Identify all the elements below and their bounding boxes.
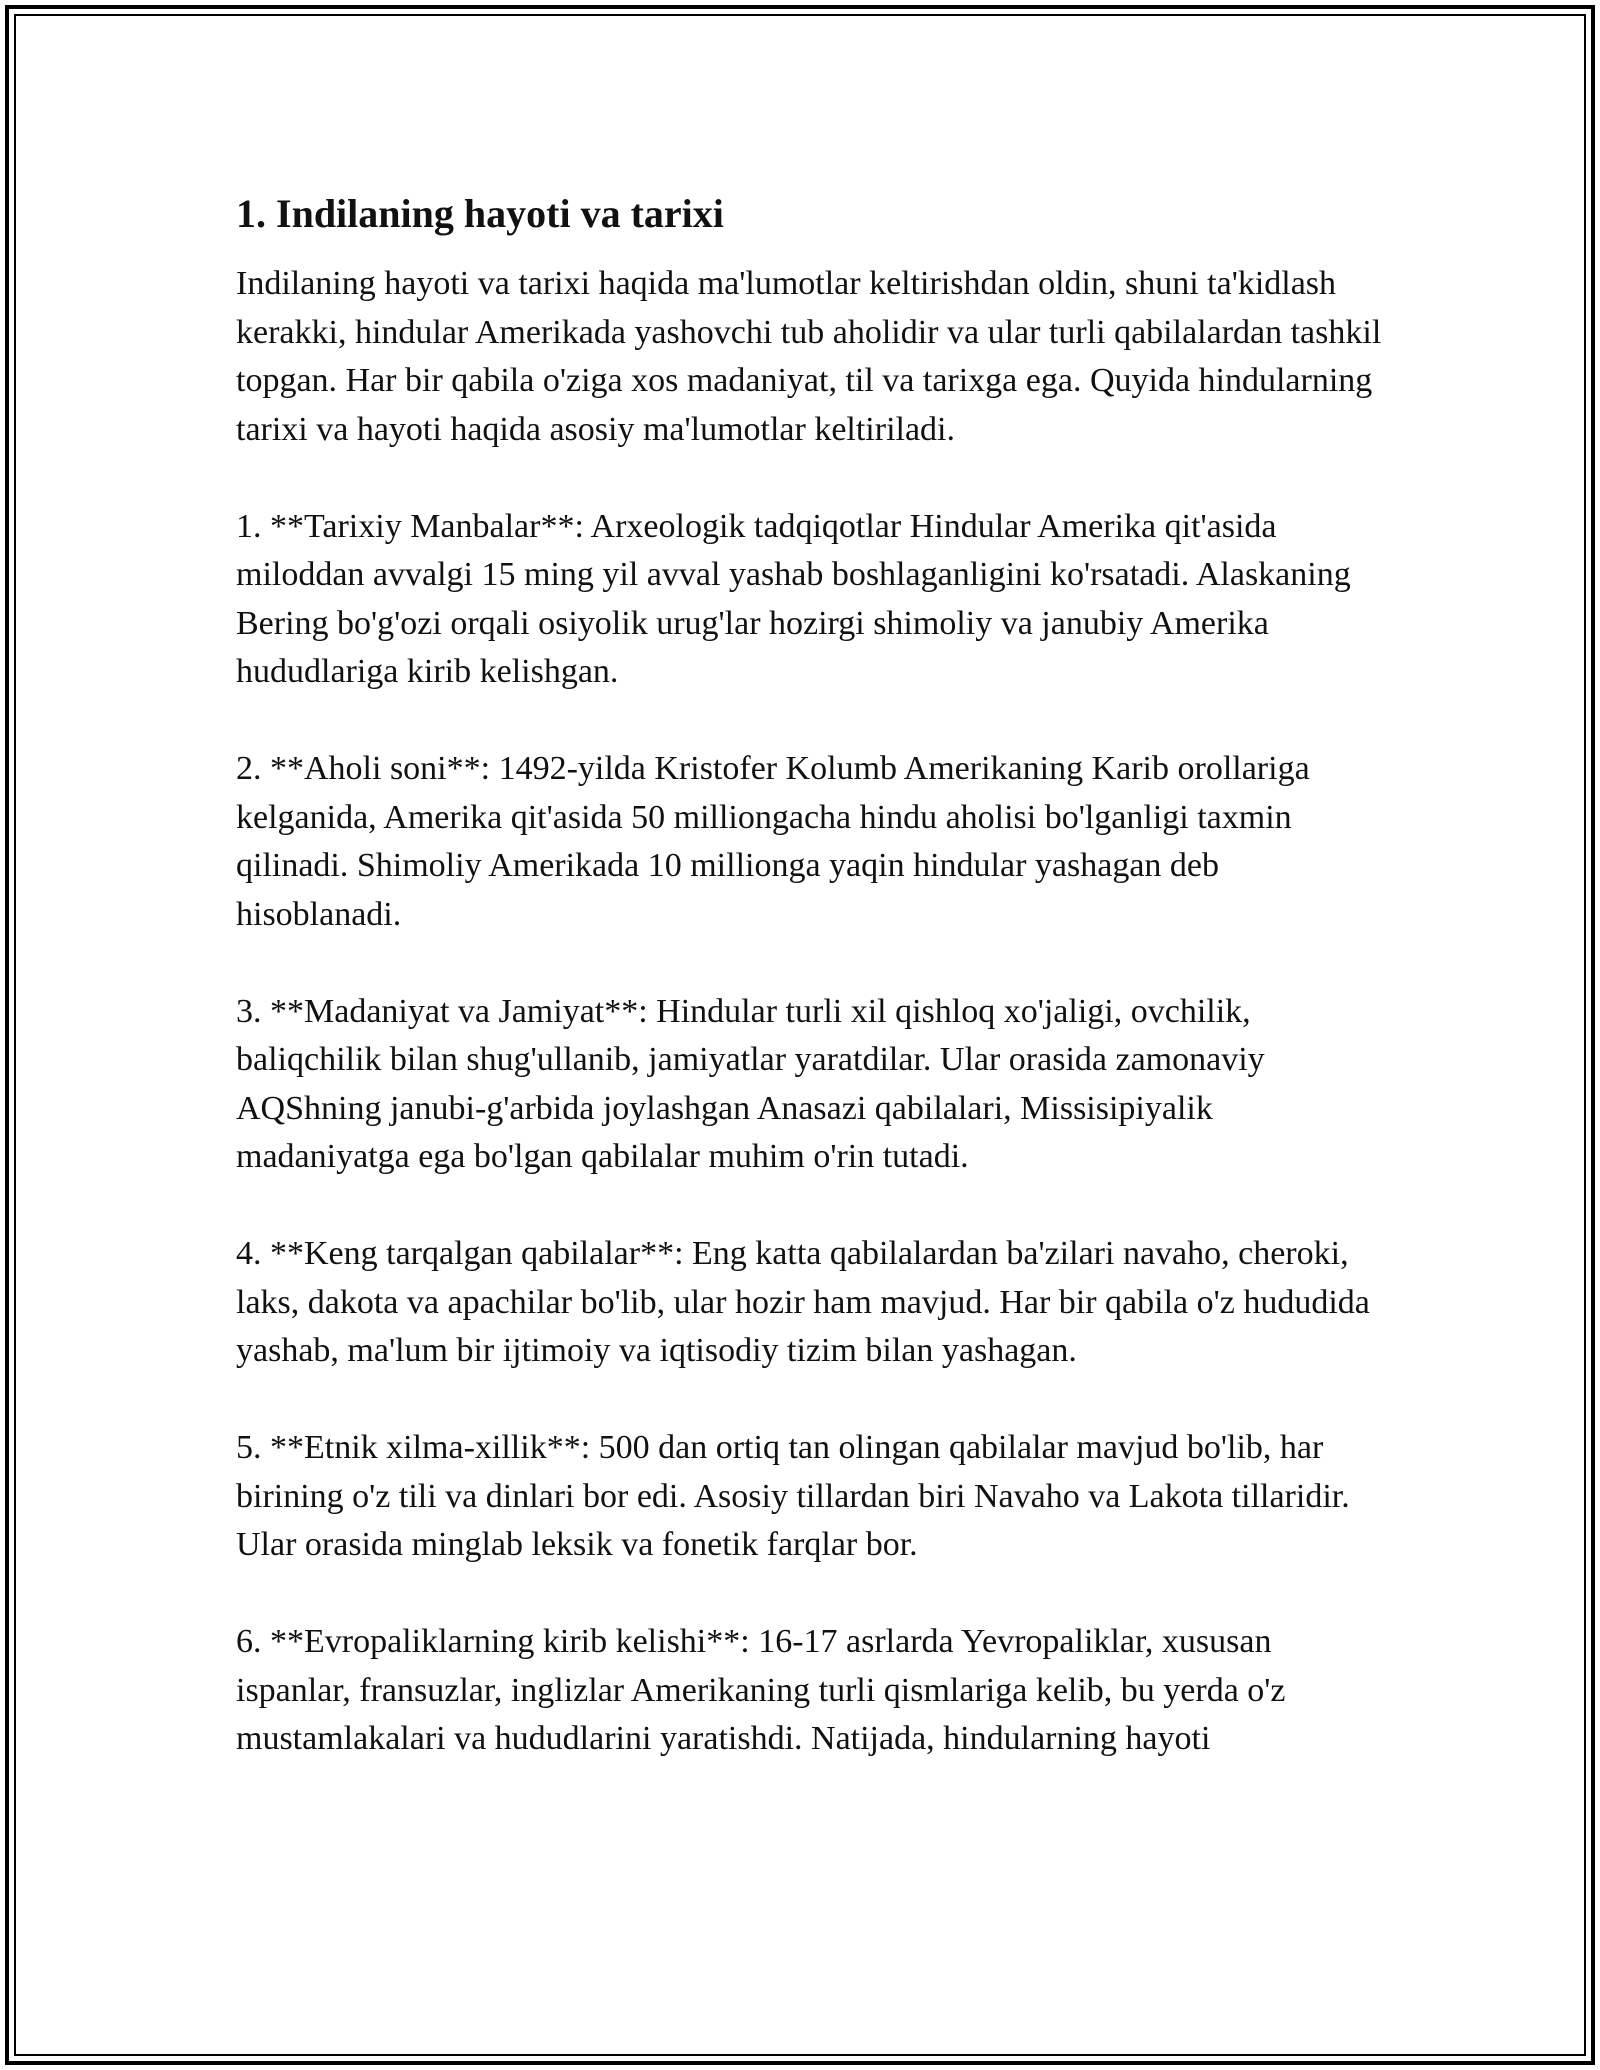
- section-heading: 1. Indilaning hayoti va tarixi: [236, 191, 724, 236]
- paragraph-tarixiy-manbalar: 1. **Tarixiy Manbalar**: Arxeologik tadqiqotlar Hindular Amerika qit'asida miloddan avvalgi 15 ming yil avval yashab boshlaganligini ko'rsatadi. Alaskaning Bering bo'g'ozi orqali osiyolik urug'lar hozirgi shimoliy va janubiy Amerika hududlariga kirib kelishgan.: [236, 507, 1351, 690]
- paragraph-keng-tarqalgan-qabilalar: 4. **Keng tarqalgan qabilalar**: Eng katta qabilalardan ba'zilari navaho, cheroki, laks, dakota va apachilar bo'lib, ular hozir ham mavjud. Har bir qabila o'z hududida yashab, ma'lum bir ijtimoiy va iqtisodiy tizim bilan yashagan.: [236, 1235, 1370, 1369]
- document-body: [236, 186, 1386, 1812]
- paragraph-evropaliklarning-kirib-kelishi: 6. **Evropaliklarning kirib kelishi**: 16-17 asrlarda Yevropaliklar, xususan ispanlar, fransuzlar, inglizlar Amerikaning turli qismlariga kelib, bu yerda o'z mustamlakalari va hududlarini yaratishdi. Natijada, hindularning hayoti: [236, 1623, 1286, 1757]
- paragraph-etnik-xilma-xillik: 5. **Etnik xilma-xillik**: 500 dan ortiq tan olingan qabilalar mavjud bo'lib, har birining o'z tili va dinlari bor edi. Asosiy tillardan biri Navaho va Lakota tillaridir. Ular orasida minglab leksik va fonetik farqlar bor.: [236, 1429, 1350, 1563]
- paragraph-madaniyat-va-jamiyat: 3. **Madaniyat va Jamiyat**: Hindular turli xil qishloq xo'jaligi, ovchilik, baliqchilik bilan shug'ullanib, jamiyatlar yaratdilar. Ular orasida zamonaviy AQShning janubi-g'arbida joylashgan Anasazi qabilalari, Missisipiyalik madaniyatga ega bo'lgan qabilalar muhim o'rin tutadi.: [236, 992, 1265, 1175]
- intro-paragraph: Indilaning hayoti va tarixi haqida ma'lumotlar keltirishdan oldin, shuni ta'kidlash kerakki, hindular Amerikada yashovchi tub aholidir va ular turli qabilalardan tashkil topgan. Har bir qabila o'ziga xos madaniyat, til va tarixga ega. Quyida hindularning tarixi va hayoti haqida asosiy ma'lumotlar keltiriladi.: [236, 265, 1382, 448]
- paragraph-aholi-soni: 2. **Aholi soni**: 1492-yilda Kristofer Kolumb Amerikaning Karib orollariga kelganida, Amerika qit'asida 50 milliongacha hindu aholisi bo'lganligi taxmin qilinadi. Shimoliy Amerikada 10 millionga yaqin hindular yashagan deb hisoblanadi.: [236, 750, 1310, 933]
